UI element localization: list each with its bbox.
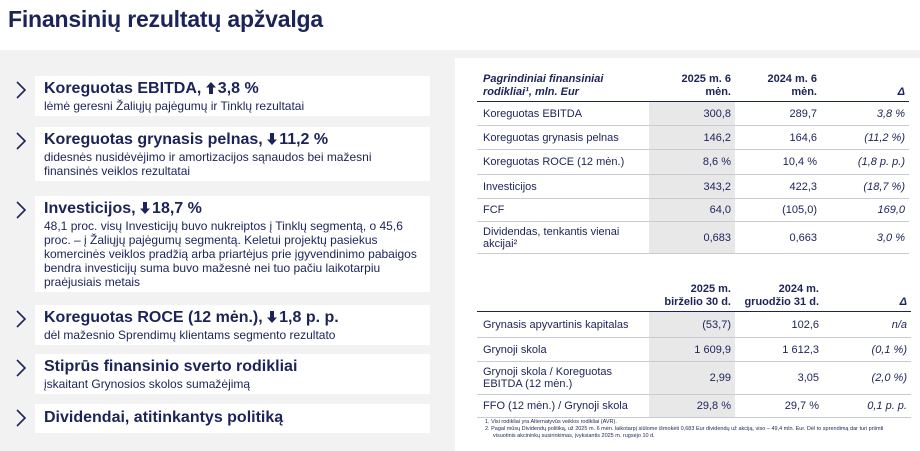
chevron-right-icon xyxy=(14,359,28,377)
highlight-title: Stiprūs finansinio sverto rodikliai xyxy=(44,358,298,375)
column-header xyxy=(735,73,821,102)
down-arrow-icon xyxy=(267,309,279,326)
table-row xyxy=(477,150,909,175)
highlight-heading xyxy=(44,79,424,99)
highlight-description: dėl mažesnio Sprendimų klientams segmento rezultato xyxy=(44,328,336,342)
highlight-title: Koreguotas grynasis pelnas, xyxy=(44,131,268,148)
column-header-label: 2025 m. birželio 30 d. xyxy=(664,283,731,308)
highlight-description: įskaitant Grynosios skolos sumažėjimą xyxy=(44,377,251,391)
up-arrow-icon xyxy=(206,80,218,97)
previous-value: 164,6 xyxy=(789,131,817,144)
highlight-change: 3,8 % xyxy=(217,80,259,97)
chevron-right-icon xyxy=(14,132,28,150)
highlight-heading xyxy=(44,308,424,328)
current-value: 8,6 % xyxy=(649,150,735,175)
row-label: Koreguotas grynasis pelnas xyxy=(483,131,619,144)
highlight-title: Koreguotas ROCE (12 mėn.), xyxy=(44,309,268,326)
footnotes xyxy=(483,419,903,440)
column-header-label: 2024 m. 6 mėn. xyxy=(767,73,817,98)
down-arrow-icon xyxy=(267,131,279,148)
highlight-card xyxy=(35,127,430,181)
row-label: Grynoji skola xyxy=(483,343,547,356)
column-header-label: 2025 m. 6 mėn. xyxy=(681,73,731,98)
column-header xyxy=(649,283,735,312)
previous-value: (105,0) xyxy=(782,204,817,216)
previous-value: 29,7 % xyxy=(784,400,819,412)
chevron-right-icon xyxy=(14,201,28,219)
table-row xyxy=(477,126,909,150)
key-indicators-table xyxy=(477,73,909,254)
highlight-card xyxy=(35,196,430,292)
table-row xyxy=(477,175,909,199)
balance-indicators-table xyxy=(477,283,911,418)
previous-value: 3,05 xyxy=(797,372,819,384)
current-value: 146,2 xyxy=(649,126,735,150)
change-value: 3,8 % xyxy=(876,107,905,120)
column-header-label: 2024 m. gruodžio 31 d. xyxy=(744,283,819,308)
highlight-heading xyxy=(44,199,424,219)
current-value: 300,8 xyxy=(649,102,735,126)
change-value: (2,0 %) xyxy=(871,372,907,384)
table-header-row xyxy=(477,73,909,102)
current-value: 343,2 xyxy=(649,175,735,199)
highlight-card xyxy=(35,404,430,433)
change-value: (18,7 %) xyxy=(863,180,905,193)
row-label: FCF xyxy=(483,204,505,216)
current-value: 2,99 xyxy=(649,362,735,395)
chevron-right-icon xyxy=(14,310,28,328)
table-row xyxy=(477,338,911,362)
previous-value: 1 612,3 xyxy=(782,343,819,356)
table-row xyxy=(477,102,909,126)
row-label: FFO (12 mėn.) / Grynoji skola xyxy=(483,400,628,412)
row-label: Grynasis apyvartinis kapitalas xyxy=(483,318,629,331)
column-header xyxy=(477,283,649,312)
change-value: (0,1 %) xyxy=(871,343,907,356)
footnote: 1. Visi rodikliai yra Alternatyvūs veiklos rodikliai (AVR). xyxy=(485,419,617,425)
down-arrow-icon xyxy=(140,200,152,217)
page-title: Finansinių rezultatų apžvalga xyxy=(8,6,323,32)
highlight-heading xyxy=(44,408,424,428)
column-header: Pagrindiniai finansiniai rodikliai¹, mln. Eur xyxy=(483,73,604,98)
highlight-heading xyxy=(44,130,424,150)
current-value: 1 609,9 xyxy=(649,338,735,362)
table-row xyxy=(477,312,911,338)
row-label: Dividendas, tenkantis vienai akcijai² xyxy=(483,225,620,250)
highlight-card xyxy=(35,76,430,116)
previous-value: 0,663 xyxy=(789,231,817,244)
table-row xyxy=(477,222,909,254)
change-value: (1,8 p. p.) xyxy=(857,156,905,168)
table-row xyxy=(477,199,909,222)
current-value: (53,7) xyxy=(649,312,735,338)
row-label: Koreguotas EBITDA xyxy=(483,107,583,120)
highlight-description: lėmė geresni Žaliųjų pajėgumų ir Tinklų rezultatai xyxy=(44,99,305,113)
highlight-description: didesnės nusidėvėjimo ir amortizacijos sąnaudos bei mažesni finansinės veiklos rezultatai xyxy=(44,150,372,178)
table-header-row xyxy=(477,283,911,312)
change-value: 0,1 p. p. xyxy=(867,400,907,412)
highlight-title: Investicijos, xyxy=(44,200,141,217)
column-header xyxy=(735,283,823,312)
row-label: Grynoji skola / Koreguotas EBITDA (12 mėn.) xyxy=(483,366,613,390)
highlight-title: Dividendai, atitinkantys politiką xyxy=(44,409,284,426)
table-row xyxy=(477,395,911,418)
highlight-description: 48,1 proc. visų Investicijų buvo nukreiptos į Tinklų segmentą, o 45,6 proc. – į Žaliųjų pajėgumų segmentą. Keletui projektų pasiekus komercinės veiklos pradžią arba priartėjus prie įgyvendinimo pabaigos bendra investicijų suma buvo mažesnė nei tuo pačiu laikotarpiu praėjusiais metais xyxy=(44,219,417,289)
change-value: 3,0 % xyxy=(876,231,905,244)
highlight-card xyxy=(35,305,430,345)
previous-value: 102,6 xyxy=(791,318,819,331)
column-header: Δ xyxy=(897,86,905,98)
highlight-card xyxy=(35,354,430,394)
highlight-change: 18,7 % xyxy=(152,200,202,217)
current-value: 29,8 % xyxy=(649,395,735,418)
previous-value: 10,4 % xyxy=(782,156,817,168)
column-header: Δ xyxy=(899,296,907,308)
current-value: 64,0 xyxy=(649,199,735,222)
row-label: Koreguotas ROCE (12 mėn.) xyxy=(483,156,625,168)
highlight-change: 11,2 % xyxy=(279,131,329,148)
column-header xyxy=(649,73,735,102)
chevron-right-icon xyxy=(14,81,28,99)
chevron-right-icon xyxy=(14,409,28,427)
table-row xyxy=(477,362,911,395)
highlight-title: Koreguotas EBITDA, xyxy=(44,80,206,97)
current-value: 0,683 xyxy=(649,222,735,254)
previous-value: 422,3 xyxy=(789,180,817,193)
highlight-change: 1,8 p. p. xyxy=(279,309,339,326)
previous-value: 289,7 xyxy=(789,107,817,120)
change-value: 169,0 xyxy=(877,204,905,216)
change-value: (11,2 %) xyxy=(864,131,905,144)
highlight-heading xyxy=(44,357,424,377)
row-label: Investicijos xyxy=(483,180,537,193)
change-value: n/a xyxy=(891,318,907,331)
footnote: 2. Pagal mūsų Dividendų politiką, už 2025 m. 6 mėn. laikotarpį siūlome išmokėti 0,683 Eur dividendų už akciją, viso – 49,4 mln. Eur. Dėl to sprendimą dar turi priimti visuotinis akcininkų susirinkimas, įvyksiantis 2025 m. rugsėjo 10 d. xyxy=(485,426,884,439)
